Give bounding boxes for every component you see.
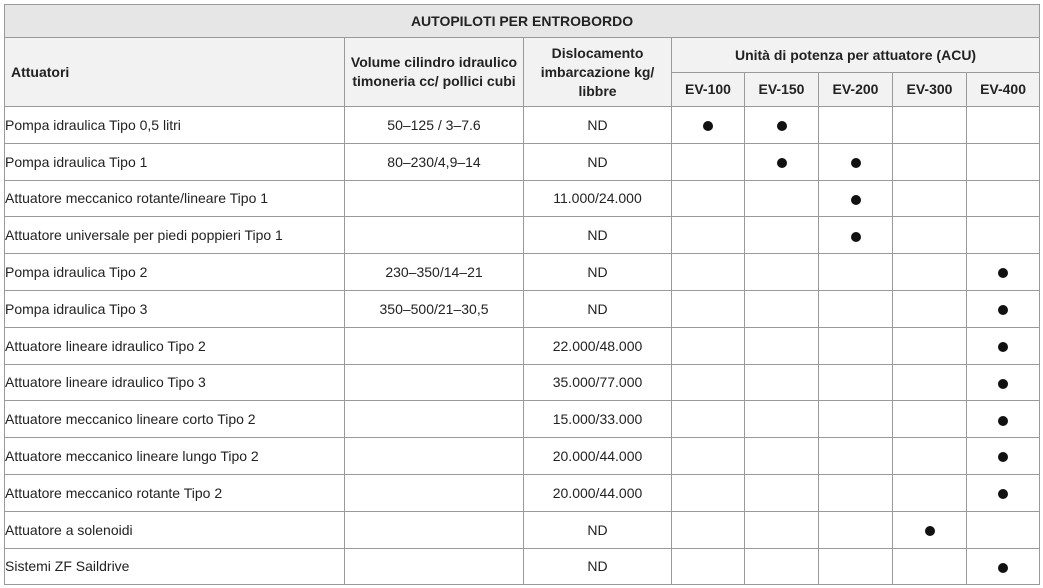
- acu-cell-ev-400: [967, 364, 1040, 401]
- acu-cell-ev-300: [893, 290, 967, 327]
- acu-cell-ev-100: [672, 254, 745, 291]
- row-volume: [345, 438, 524, 475]
- row-dislocamento: ND: [524, 548, 672, 585]
- compatibility-dot-icon: [998, 452, 1008, 462]
- acu-cell-ev-400: [967, 327, 1040, 364]
- compatibility-dot-icon: [998, 268, 1008, 278]
- compatibility-dot-icon: [998, 379, 1008, 389]
- table-row: [5, 364, 1040, 401]
- row-volume: [345, 180, 524, 217]
- acu-cell-ev-150: [745, 401, 819, 438]
- row-label: Attuatore lineare idraulico Tipo 3: [5, 364, 345, 401]
- header-dislocamento: Dislocamento imbarcazione kg/ libbre: [524, 38, 672, 107]
- acu-cell-ev-150: [745, 180, 819, 217]
- acu-cell-ev-400: [967, 254, 1040, 291]
- table-row: [5, 438, 1040, 475]
- table-row: [5, 327, 1040, 364]
- acu-cell-ev-100: [672, 548, 745, 585]
- row-dislocamento: 22.000/48.000: [524, 327, 672, 364]
- acu-cell-ev-400: [967, 511, 1040, 548]
- row-dislocamento: 11.000/24.000: [524, 180, 672, 217]
- acu-cell-ev-150: [745, 438, 819, 475]
- table-row: [5, 107, 1040, 144]
- acu-cell-ev-100: [672, 438, 745, 475]
- table-row: [5, 254, 1040, 291]
- acu-cell-ev-300: [893, 438, 967, 475]
- row-volume: 50–125 / 3–7.6: [345, 107, 524, 144]
- row-label: Pompa idraulica Tipo 1: [5, 143, 345, 180]
- header-ev-100: EV-100: [672, 73, 745, 107]
- acu-cell-ev-100: [672, 180, 745, 217]
- acu-cell-ev-300: [893, 217, 967, 254]
- acu-cell-ev-150: [745, 511, 819, 548]
- acu-cell-ev-200: [819, 217, 893, 254]
- row-dislocamento: ND: [524, 107, 672, 144]
- row-dislocamento: ND: [524, 511, 672, 548]
- acu-cell-ev-100: [672, 217, 745, 254]
- acu-cell-ev-150: [745, 474, 819, 511]
- header-volume: Volume cilindro idraulico timoneria cc/ pollici cubi: [345, 38, 524, 107]
- table-row: [5, 217, 1040, 254]
- header-attuatori: Attuatori: [5, 38, 345, 107]
- acu-cell-ev-100: [672, 474, 745, 511]
- acu-cell-ev-100: [672, 143, 745, 180]
- acu-cell-ev-150: [745, 548, 819, 585]
- row-volume: [345, 474, 524, 511]
- acu-cell-ev-200: [819, 511, 893, 548]
- table-row: [5, 290, 1040, 327]
- row-label: Attuatore universale per piedi poppieri Tipo 1: [5, 217, 345, 254]
- acu-cell-ev-300: [893, 180, 967, 217]
- row-volume: [345, 548, 524, 585]
- acu-cell-ev-400: [967, 548, 1040, 585]
- compatibility-dot-icon: [777, 121, 787, 131]
- row-volume: 350–500/21–30,5: [345, 290, 524, 327]
- row-label: Attuatore meccanico lineare corto Tipo 2: [5, 401, 345, 438]
- acu-cell-ev-200: [819, 474, 893, 511]
- row-dislocamento: 20.000/44.000: [524, 474, 672, 511]
- compatibility-dot-icon: [998, 416, 1008, 426]
- acu-cell-ev-300: [893, 327, 967, 364]
- acu-cell-ev-200: [819, 107, 893, 144]
- compatibility-dot-icon: [777, 158, 787, 168]
- acu-cell-ev-100: [672, 364, 745, 401]
- compatibility-dot-icon: [851, 158, 861, 168]
- acu-cell-ev-200: [819, 548, 893, 585]
- acu-cell-ev-400: [967, 217, 1040, 254]
- compatibility-dot-icon: [998, 342, 1008, 352]
- acu-cell-ev-400: [967, 474, 1040, 511]
- row-volume: 80–230/4,9–14: [345, 143, 524, 180]
- row-dislocamento: ND: [524, 143, 672, 180]
- acu-cell-ev-400: [967, 180, 1040, 217]
- row-volume: 230–350/14–21: [345, 254, 524, 291]
- row-label: Attuatore meccanico rotante Tipo 2: [5, 474, 345, 511]
- table-body: [5, 107, 1040, 585]
- acu-cell-ev-150: [745, 290, 819, 327]
- acu-cell-ev-150: [745, 364, 819, 401]
- acu-cell-ev-100: [672, 327, 745, 364]
- row-dislocamento: ND: [524, 254, 672, 291]
- acu-cell-ev-300: [893, 254, 967, 291]
- acu-cell-ev-400: [967, 401, 1040, 438]
- header-ev-300: EV-300: [893, 73, 967, 107]
- acu-cell-ev-150: [745, 327, 819, 364]
- row-label: Pompa idraulica Tipo 0,5 litri: [5, 107, 345, 144]
- header-acu-group: Unità di potenza per attuatore (ACU): [672, 38, 1040, 73]
- compatibility-table: [4, 4, 1040, 585]
- row-dislocamento: ND: [524, 217, 672, 254]
- acu-cell-ev-150: [745, 254, 819, 291]
- row-label: Pompa idraulica Tipo 3: [5, 290, 345, 327]
- acu-cell-ev-150: [745, 107, 819, 144]
- compatibility-dot-icon: [998, 563, 1008, 573]
- acu-cell-ev-300: [893, 401, 967, 438]
- table-row: [5, 180, 1040, 217]
- table-title: AUTOPILOTI PER ENTROBORDO: [5, 5, 1040, 38]
- header-ev-150: EV-150: [745, 73, 819, 107]
- compatibility-dot-icon: [703, 121, 713, 131]
- acu-cell-ev-200: [819, 327, 893, 364]
- acu-cell-ev-200: [819, 401, 893, 438]
- acu-cell-ev-100: [672, 290, 745, 327]
- row-dislocamento: 20.000/44.000: [524, 438, 672, 475]
- row-volume: [345, 364, 524, 401]
- row-label: Attuatore a solenoidi: [5, 511, 345, 548]
- acu-cell-ev-200: [819, 143, 893, 180]
- table-row: [5, 548, 1040, 585]
- table-row: [5, 511, 1040, 548]
- acu-cell-ev-300: [893, 511, 967, 548]
- row-volume: [345, 217, 524, 254]
- row-volume: [345, 327, 524, 364]
- header-ev-400: EV-400: [967, 73, 1040, 107]
- row-label: Attuatore lineare idraulico Tipo 2: [5, 327, 345, 364]
- acu-cell-ev-150: [745, 143, 819, 180]
- compatibility-dot-icon: [998, 489, 1008, 499]
- acu-cell-ev-300: [893, 548, 967, 585]
- acu-cell-ev-200: [819, 290, 893, 327]
- header-ev-200: EV-200: [819, 73, 893, 107]
- acu-cell-ev-200: [819, 364, 893, 401]
- row-label: Attuatore meccanico lineare lungo Tipo 2: [5, 438, 345, 475]
- acu-cell-ev-300: [893, 474, 967, 511]
- table-row: [5, 143, 1040, 180]
- acu-cell-ev-300: [893, 143, 967, 180]
- row-dislocamento: 35.000/77.000: [524, 364, 672, 401]
- acu-cell-ev-200: [819, 438, 893, 475]
- row-label: Pompa idraulica Tipo 2: [5, 254, 345, 291]
- table-row: [5, 474, 1040, 511]
- acu-cell-ev-300: [893, 364, 967, 401]
- acu-cell-ev-400: [967, 438, 1040, 475]
- row-dislocamento: 15.000/33.000: [524, 401, 672, 438]
- row-label: Attuatore meccanico rotante/lineare Tipo 1: [5, 180, 345, 217]
- acu-cell-ev-400: [967, 290, 1040, 327]
- acu-cell-ev-100: [672, 107, 745, 144]
- row-dislocamento: ND: [524, 290, 672, 327]
- row-label: Sistemi ZF Saildrive: [5, 548, 345, 585]
- acu-cell-ev-100: [672, 511, 745, 548]
- acu-cell-ev-200: [819, 254, 893, 291]
- acu-cell-ev-100: [672, 401, 745, 438]
- row-volume: [345, 401, 524, 438]
- compatibility-dot-icon: [925, 526, 935, 536]
- acu-cell-ev-150: [745, 217, 819, 254]
- table-row: [5, 401, 1040, 438]
- compatibility-dot-icon: [998, 305, 1008, 315]
- acu-cell-ev-400: [967, 107, 1040, 144]
- acu-cell-ev-300: [893, 107, 967, 144]
- acu-cell-ev-200: [819, 180, 893, 217]
- acu-cell-ev-400: [967, 143, 1040, 180]
- compatibility-dot-icon: [851, 232, 861, 242]
- row-volume: [345, 511, 524, 548]
- compatibility-dot-icon: [851, 195, 861, 205]
